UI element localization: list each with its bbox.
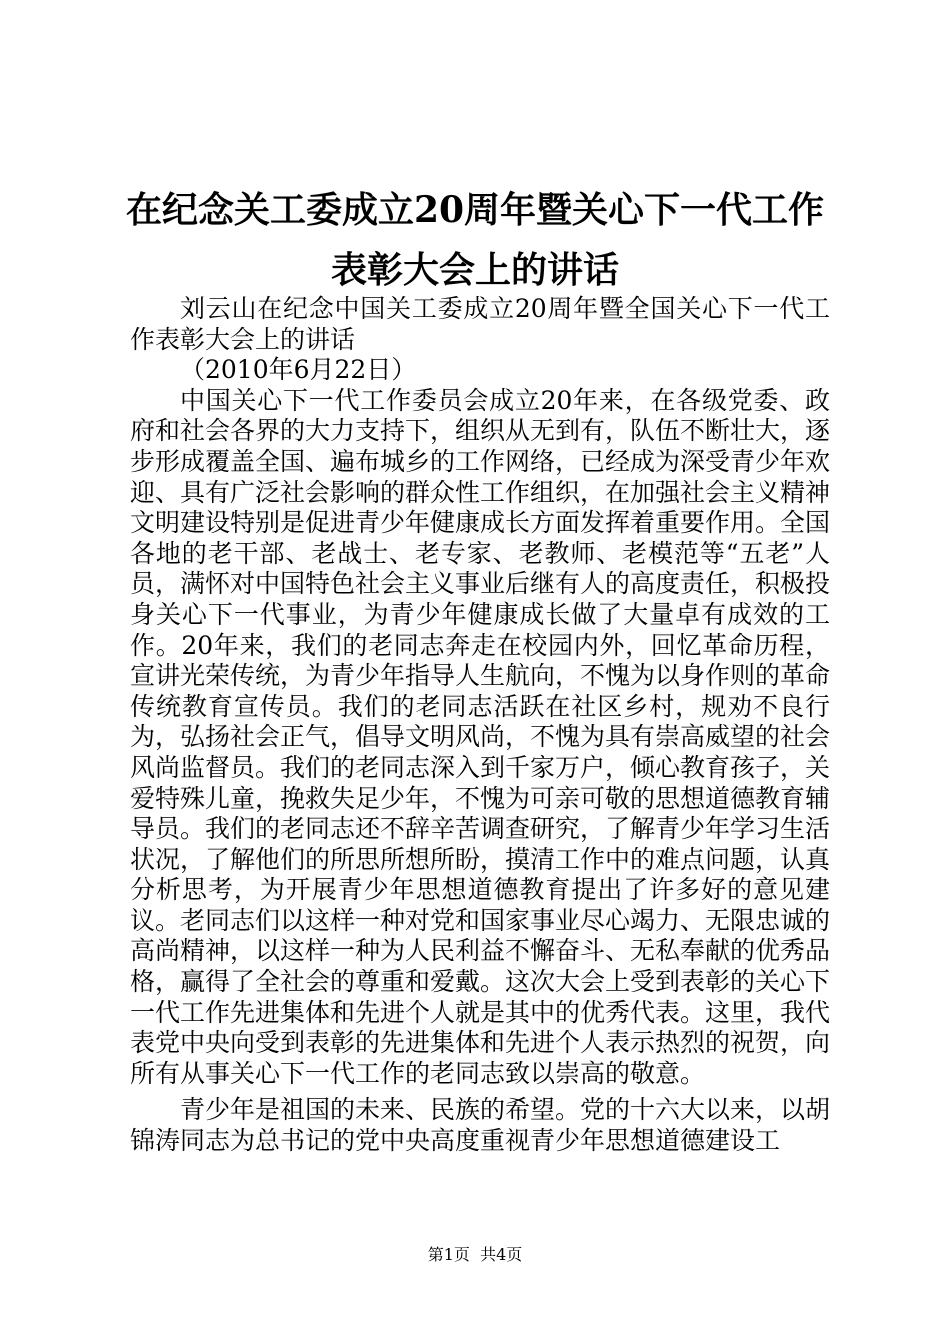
body-paragraph-2: 青少年是祖国的未来、民族的希望。党的十六大以来，以胡锦涛同志为总书记的党中央高度重视青少年思想道德建设工: [130, 1095, 831, 1156]
document-body: [130, 294, 830, 1157]
document-title-line-2: 表彰大会上的讲话: [330, 249, 619, 291]
document-title-line-1: 在纪念关工委成立20周年暨关心下一代工作: [125, 189, 825, 231]
speech-subtitle: 刘云山在纪念中国关工委成立20周年暨全国关心下一代工作表彰大会上的讲话: [130, 294, 830, 354]
page-number-footer: 第1页 共4页: [427, 1245, 523, 1264]
body-paragraph-1: 中国关心下一代工作委员会成立20年来，在各级党委、政府和社会各界的大力支持下，组织从无到有，队伍不断壮大，逐步形成覆盖全国、遍布城乡的工作网络，已经成为深受青少年欢迎、具有广泛社会影响的群众性工作组织，在加强社会主义精神文明建设特别是促进青少年健康成长方面发挥着重要作用。全国各地的老干部、老战士、老专家、老教师、老模范等“五老”人员，满怀对中国特色社会主义事业后继有人的高度责任，积极投身关心下一代事业，为青少年健康成长做了大量卓有成效的工作。20年来，我们的老同志奔走在校园内外，回忆革命历程，宣讲光荣传统，为青少年指导人生航向，不愧为以身作则的革命传统教育宣传员。我们的老同志活跃在社区乡村，规劝不良行为，弘扬社会正气，倡导文明风尚，不愧为具有崇高威望的社会风尚监督员。我们的老同志深入到千家万户，倾心教育孩子，关爱特殊儿童，挽救失足少年，不愧为可亲可敬的思想道德教育辅导员。我们的老同志还不辞辛苦调查研究，了解青少年学习生活状况，了解他们的所思所想所盼，摸清工作中的难点问题，认真分析思考，为开展青少年思想道德教育提出了许多好的意见建议。老同志们以这样一种对党和国家事业尽心竭力、无限忠诚的高尚精神，以这样一种为人民利益不懈奋斗、无私奉献的优秀品格，赢得了全社会的尊重和爱戴。这次大会上受到表彰的关心下一代工作先进集体和先进个人就是其中的优秀代表。这里，我代表党中央向受到表彰的先进集体和先进个人表示热烈的祝贺，向所有从事关心下一代工作的老同志致以崇高的敬意。: [130, 385, 831, 1088]
speech-date: （2010年6月22日）: [180, 355, 417, 385]
